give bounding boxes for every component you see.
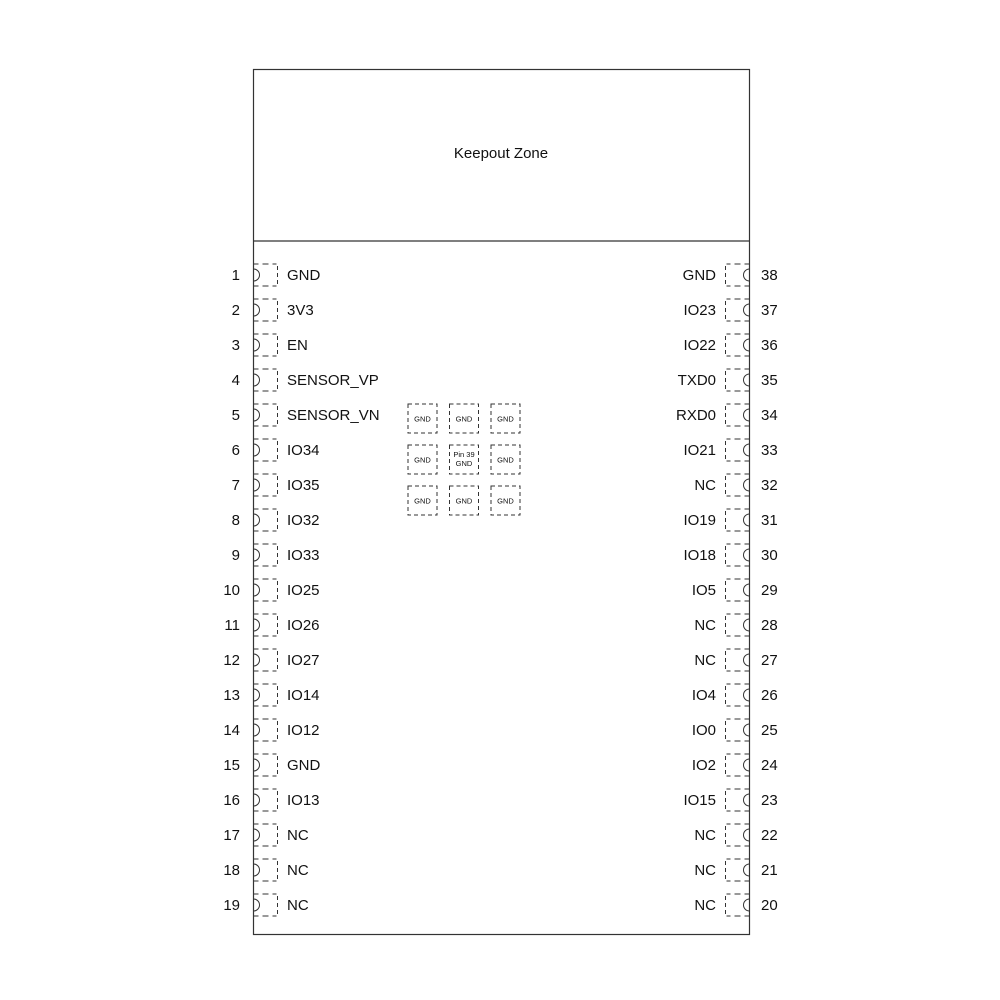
pin-33: [683, 439, 777, 461]
pin-pad-outline: [726, 649, 731, 671]
keepout-zone-label: Keepout Zone: [453, 145, 549, 162]
pin-number: 2: [231, 302, 240, 319]
pin-number: 36: [761, 337, 778, 354]
castellated-notch: [744, 479, 750, 491]
pin-6: [232, 439, 320, 461]
pin-pad-outline: [726, 754, 731, 776]
pin-number: 19: [223, 897, 240, 914]
gnd-pad-label: Pin 39: [453, 450, 475, 459]
pin-pad-outline: [273, 544, 278, 566]
pin-name: 3V3: [287, 302, 314, 319]
pin-name: IO32: [287, 512, 320, 529]
pin-name: IO18: [683, 547, 716, 564]
castellated-notch: [254, 514, 260, 526]
pin-pad-outline: [726, 684, 731, 706]
pin-pad-outline: [273, 649, 278, 671]
pin-number: 7: [231, 477, 240, 494]
pin-37: [683, 299, 777, 321]
pin-pad-outline: [273, 824, 278, 846]
pin-name: GND: [287, 757, 321, 774]
pin-name: EN: [287, 337, 308, 354]
pin-pad-outline: [273, 684, 278, 706]
pin-22: [694, 824, 777, 846]
pin-number: 38: [761, 267, 778, 284]
pin-pad-outline: [726, 544, 731, 566]
gnd-pad-label: GND: [414, 455, 431, 465]
pin-3: [232, 334, 308, 356]
castellated-notch: [254, 794, 260, 806]
pin-name: IO27: [287, 652, 320, 669]
pin-name: TXD0: [677, 372, 716, 389]
pin-name: NC: [694, 617, 716, 634]
castellated-notch: [744, 619, 750, 631]
gnd-pad: [491, 486, 520, 515]
pin-38: [683, 264, 778, 286]
pin-pad-outline: [726, 614, 731, 636]
pin-name: NC: [694, 897, 716, 914]
pin-pad-outline: [273, 369, 278, 391]
pin-number: 34: [761, 407, 778, 424]
castellated-notch: [254, 269, 260, 281]
pin-name: IO33: [287, 547, 320, 564]
pin-number: 24: [761, 757, 778, 774]
pin-number: 18: [223, 862, 240, 879]
gnd-pad: [408, 486, 437, 515]
gnd-pad-label: GND: [455, 459, 473, 468]
pin-number: 6: [231, 442, 240, 459]
pin-number: 8: [231, 512, 240, 529]
pin-pad-outline: [726, 404, 731, 426]
pin-15: [223, 754, 320, 776]
castellated-notch: [254, 549, 260, 561]
pin-number: 33: [761, 442, 778, 459]
castellated-notch: [254, 339, 260, 351]
castellated-notch: [744, 899, 750, 911]
castellated-notch: [254, 899, 260, 911]
pin-name: IO12: [287, 722, 320, 739]
castellated-notch: [744, 304, 750, 316]
pin-13: [223, 684, 319, 706]
pin-27: [694, 649, 777, 671]
pin-30: [683, 544, 777, 566]
castellated-notch: [254, 409, 260, 421]
pin-number: 9: [231, 547, 240, 564]
gnd-pad: [491, 445, 520, 474]
pin-number: 29: [761, 582, 778, 599]
pin-pad-outline: [726, 474, 731, 496]
pin-name: IO13: [287, 792, 320, 809]
castellated-notch: [744, 374, 750, 386]
pin-pad-outline: [273, 859, 278, 881]
castellated-notch: [744, 654, 750, 666]
castellated-notch: [254, 654, 260, 666]
castellated-notch: [254, 829, 260, 841]
pin-pad-outline: [726, 264, 731, 286]
pin-number: 13: [223, 687, 240, 704]
pin-number: 14: [223, 722, 240, 739]
pin-pad-outline: [273, 439, 278, 461]
pin-18: [223, 859, 309, 881]
pin-name: NC: [287, 862, 309, 879]
pin-name: IO19: [683, 512, 716, 529]
pin-number: 25: [761, 722, 778, 739]
pin-number: 37: [761, 302, 778, 319]
pin-name: SENSOR_VN: [287, 407, 380, 424]
castellated-notch: [254, 759, 260, 771]
castellated-notch: [254, 444, 260, 456]
pin-number: 20: [761, 897, 778, 914]
castellated-notch: [744, 444, 750, 456]
pin-name: IO21: [683, 442, 716, 459]
pin-number: 10: [223, 582, 240, 599]
pin-number: 31: [761, 512, 778, 529]
pin-name: GND: [682, 267, 716, 284]
castellated-notch: [744, 339, 750, 351]
right-pin-column: [676, 264, 778, 916]
pin-pad-outline: [726, 369, 731, 391]
pin-number: 12: [223, 652, 240, 669]
gnd-pad: [450, 486, 479, 515]
pin-pad-outline: [273, 579, 278, 601]
gnd-pad-label: GND: [455, 414, 473, 424]
pin-name: NC: [287, 827, 309, 844]
pin-19: [223, 894, 309, 916]
pin-14: [223, 719, 319, 741]
pin-pad-outline: [273, 334, 278, 356]
pin-17: [223, 824, 309, 846]
pin-name: IO15: [683, 792, 716, 809]
pin-pad-outline: [726, 894, 731, 916]
pin-name: NC: [694, 477, 716, 494]
castellated-notch: [254, 304, 260, 316]
pin-number: 1: [231, 267, 240, 284]
pin-pad-outline: [726, 719, 731, 741]
pin-name: IO14: [287, 687, 320, 704]
castellated-notch: [744, 514, 750, 526]
gnd-pad-label: GND: [455, 496, 473, 506]
pin-pad-outline: [726, 789, 731, 811]
castellated-notch: [744, 794, 750, 806]
pin-number: 27: [761, 652, 778, 669]
castellated-notch: [254, 479, 260, 491]
castellated-notch: [254, 619, 260, 631]
pin-pad-outline: [726, 299, 731, 321]
pin-number: 15: [223, 757, 240, 774]
pin-number: 11: [224, 617, 240, 634]
center-gnd-pad-array: [408, 404, 520, 515]
pin-31: [683, 509, 777, 531]
pin-pad-outline: [273, 404, 278, 426]
pin-number: 21: [761, 862, 778, 879]
pin-36: [683, 334, 777, 356]
pin-name: NC: [694, 862, 716, 879]
pin-name: NC: [694, 827, 716, 844]
pin-number: 26: [761, 687, 778, 704]
gnd-pad-label: GND: [414, 414, 431, 424]
pin-26: [692, 684, 778, 706]
castellated-notch: [744, 829, 750, 841]
castellated-notch: [254, 864, 260, 876]
pin-name: IO22: [683, 337, 716, 354]
pin-number: 32: [761, 477, 778, 494]
castellated-notch: [744, 689, 750, 701]
pin-pad-outline: [726, 859, 731, 881]
pin-23: [683, 789, 777, 811]
pin-pad-outline: [726, 579, 731, 601]
gnd-pad: [491, 404, 520, 433]
pin-number: 30: [761, 547, 778, 564]
pin-name: IO26: [287, 617, 320, 634]
pin-11: [224, 614, 319, 636]
pin-number: 5: [231, 407, 240, 424]
pin-pad-outline: [273, 894, 278, 916]
castellated-notch: [744, 759, 750, 771]
castellated-notch: [744, 269, 750, 281]
pin-10: [223, 579, 319, 601]
pin-pad-outline: [726, 509, 731, 531]
pin-name: IO25: [287, 582, 320, 599]
pin-pad-outline: [273, 719, 278, 741]
pin-pad-outline: [726, 824, 731, 846]
pin-name: NC: [694, 652, 716, 669]
gnd-pad: [450, 404, 479, 433]
gnd-pad: [408, 404, 437, 433]
pin-name: SENSOR_VP: [287, 372, 379, 389]
castellated-notch: [744, 724, 750, 736]
castellated-notch: [254, 689, 260, 701]
pin-name: GND: [287, 267, 321, 284]
pin-pad-outline: [273, 509, 278, 531]
pin-pad-outline: [726, 334, 731, 356]
gnd-pad-label: GND: [414, 496, 431, 506]
pin-pad-outline: [273, 754, 278, 776]
pin-name: IO34: [287, 442, 320, 459]
pin-pad-outline: [273, 614, 278, 636]
pin-29: [692, 579, 778, 601]
pin-pad-outline: [273, 474, 278, 496]
pin-32: [694, 474, 777, 496]
pin-name: RXD0: [675, 407, 716, 424]
pin-9: [232, 544, 320, 566]
castellated-notch: [744, 864, 750, 876]
pin-35: [678, 369, 778, 391]
pin-pad-outline: [273, 299, 278, 321]
pin-7: [232, 474, 320, 496]
pin-number: 16: [223, 792, 240, 809]
pin-21: [694, 859, 777, 881]
pin-number: 4: [231, 372, 240, 389]
pin-number: 28: [761, 617, 778, 634]
castellated-notch: [744, 409, 750, 421]
pin-name: IO5: [691, 582, 716, 599]
gnd-pad-label: GND: [497, 496, 514, 506]
castellated-notch: [744, 549, 750, 561]
pin-name: IO0: [691, 722, 716, 739]
pin-name: IO2: [691, 757, 716, 774]
castellated-notch: [254, 374, 260, 386]
gnd-pad-label: GND: [497, 455, 514, 465]
pin-2: [232, 299, 314, 321]
castellated-notch: [744, 584, 750, 596]
gnd-pad-pin39: [450, 445, 479, 474]
pin-pad-outline: [273, 264, 278, 286]
gnd-pad-label: GND: [497, 414, 514, 424]
pin-number: 17: [223, 827, 240, 844]
pin-number: 23: [761, 792, 778, 809]
pin-pad-outline: [273, 789, 278, 811]
gnd-pad: [408, 445, 437, 474]
pin-8: [232, 509, 320, 531]
left-pin-column: [223, 264, 379, 916]
pin-name: NC: [287, 897, 309, 914]
pin-24: [692, 754, 778, 776]
pin-1: [232, 264, 321, 286]
pin-name: IO35: [287, 477, 320, 494]
pin-12: [223, 649, 319, 671]
castellated-notch: [254, 724, 260, 736]
pin-pad-outline: [726, 439, 731, 461]
pin-34: [676, 404, 778, 426]
castellated-notch: [254, 584, 260, 596]
pin-number: 3: [231, 337, 240, 354]
pin-number: 35: [761, 372, 778, 389]
pin-name: IO4: [691, 687, 716, 704]
pin-28: [694, 614, 777, 636]
pin-name: IO23: [683, 302, 716, 319]
pin-16: [223, 789, 319, 811]
pin-25: [692, 719, 778, 741]
pin-number: 22: [761, 827, 778, 844]
pin-20: [694, 894, 777, 916]
